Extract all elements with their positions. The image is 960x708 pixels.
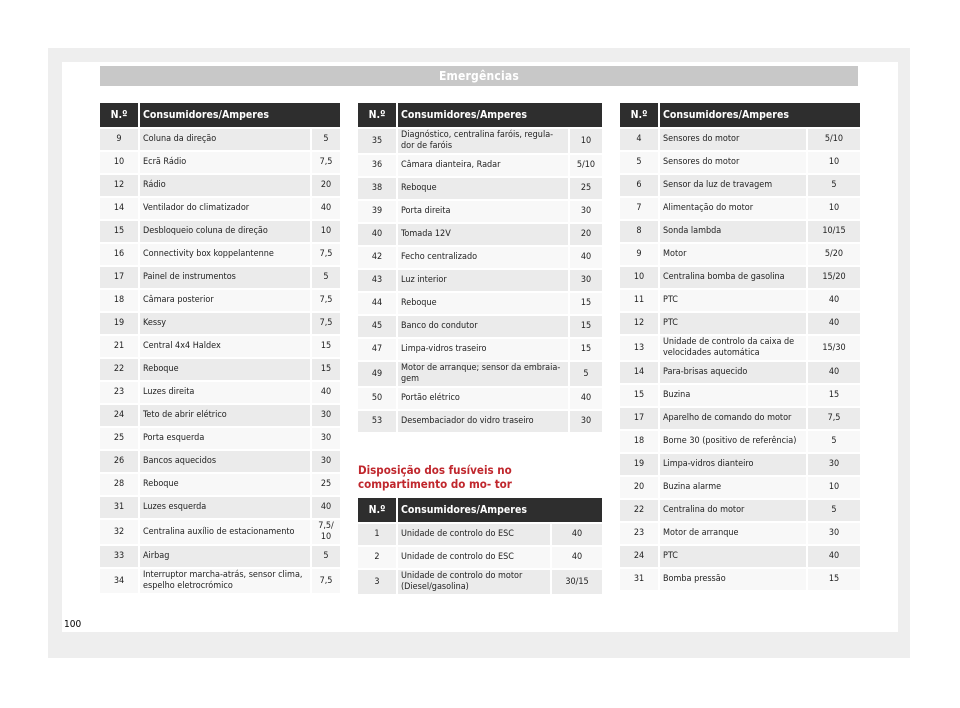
fuse-consumer: Ecrã Rádio [138, 152, 310, 173]
fuse-amperage: 40 [550, 547, 602, 568]
fuse-amperage: 7,5/ 10 [310, 520, 340, 544]
fuse-consumer: Banco do condutor [396, 316, 568, 337]
fuse-consumer: Unidade de controlo do ESC [396, 547, 550, 568]
fuse-amperage: 15 [806, 385, 860, 406]
fuse-amperage: 40 [806, 313, 860, 334]
fuse-consumer: Buzina alarme [658, 477, 806, 498]
fuse-number: 12 [100, 175, 138, 196]
table-row [620, 362, 860, 383]
fuse-number: 45 [358, 316, 396, 337]
table-row [620, 500, 860, 521]
table-row [100, 175, 340, 196]
fuse-consumer: Portão elétrico [396, 388, 568, 409]
table-row [100, 313, 340, 334]
header-consumers: Consumidores/Amperes [396, 498, 602, 522]
fuse-amperage: 5 [806, 500, 860, 521]
table-row [620, 198, 860, 219]
fuse-amperage: 7,5 [310, 290, 340, 311]
fuse-amperage: 30 [806, 454, 860, 475]
fuse-consumer: Sensor da luz de travagem [658, 175, 806, 196]
table-header-row [358, 498, 602, 522]
fuse-number: 7 [620, 198, 658, 219]
fuse-number: 35 [358, 129, 396, 153]
fuse-amperage: 10 [568, 129, 602, 153]
fuse-consumer: Connectivity box koppelantenne [138, 244, 310, 265]
fuse-consumer: Sensores do motor [658, 152, 806, 173]
table-row [620, 546, 860, 567]
fuse-amperage: 5/10 [806, 129, 860, 150]
table-row [358, 570, 602, 594]
fuse-number: 21 [100, 336, 138, 357]
fuse-table-3-container [358, 496, 602, 596]
fuse-amperage: 30 [310, 405, 340, 426]
fuse-amperage: 25 [568, 178, 602, 199]
fuse-number: 17 [620, 408, 658, 429]
fuse-consumer: Motor [658, 244, 806, 265]
table-row [100, 152, 340, 173]
header-consumers: Consumidores/Amperes [138, 103, 340, 127]
fuse-amperage: 10 [806, 152, 860, 173]
fuse-number: 14 [100, 198, 138, 219]
fuse-consumer: Desembaciador do vidro traseiro [396, 411, 568, 432]
fuse-amperage: 10 [310, 221, 340, 242]
fuse-number: 42 [358, 247, 396, 268]
fuse-amperage: 30/15 [550, 570, 602, 594]
fuse-consumer: Fecho centralizado [396, 247, 568, 268]
fuse-amperage: 7,5 [806, 408, 860, 429]
fuse-amperage: 20 [568, 224, 602, 245]
fuse-table-4 [620, 101, 860, 592]
fuse-amperage: 30 [310, 428, 340, 449]
fuse-consumer: Bancos aquecidos [138, 451, 310, 472]
table-row [100, 451, 340, 472]
fuse-amperage: 5 [310, 129, 340, 150]
fuse-number: 12 [620, 313, 658, 334]
table-row [358, 293, 602, 314]
fuse-number: 32 [100, 520, 138, 544]
table-row [620, 313, 860, 334]
table-row [620, 454, 860, 475]
fuse-amperage: 5/10 [568, 155, 602, 176]
table-row [358, 411, 602, 432]
fuse-number: 28 [100, 474, 138, 495]
page-number: 100 [64, 619, 82, 630]
header-number: N.º [358, 498, 396, 522]
fuse-table-1 [100, 101, 340, 595]
table-row [358, 155, 602, 176]
fuse-number: 25 [100, 428, 138, 449]
header-consumers: Consumidores/Amperes [396, 103, 602, 127]
fuse-amperage: 25 [310, 474, 340, 495]
fuse-table-1-container [100, 101, 340, 595]
fuse-consumer: Airbag [138, 546, 310, 567]
fuse-consumer: Diagnóstico, centralina faróis, regula- dor de faróis [396, 129, 568, 153]
fuse-amperage: 5 [806, 175, 860, 196]
fuse-consumer: Alimentação do motor [658, 198, 806, 219]
fuse-consumer: Buzina [658, 385, 806, 406]
table-row [100, 428, 340, 449]
fuse-amperage: 40 [310, 198, 340, 219]
fuse-amperage: 5/20 [806, 244, 860, 265]
table-row [100, 290, 340, 311]
table-row [100, 382, 340, 403]
fuse-amperage: 40 [310, 382, 340, 403]
table-header-row [100, 103, 340, 127]
table-row [100, 267, 340, 288]
fuse-number: 34 [100, 569, 138, 593]
fuse-number: 15 [100, 221, 138, 242]
table-row [620, 408, 860, 429]
fuse-amperage: 20 [310, 175, 340, 196]
fuse-consumer: Tomada 12V [396, 224, 568, 245]
fuse-consumer: Unidade de controlo da caixa de velocidades automática [658, 336, 806, 360]
table-row [620, 244, 860, 265]
fuse-table-4-container [620, 101, 860, 592]
fuse-amperage: 10 [806, 477, 860, 498]
header-number: N.º [620, 103, 658, 127]
fuse-amperage: 15 [568, 339, 602, 360]
fuse-number: 9 [620, 244, 658, 265]
fuse-number: 49 [358, 362, 396, 386]
table-row [358, 129, 602, 153]
fuse-number: 22 [100, 359, 138, 380]
header-consumers: Consumidores/Amperes [658, 103, 860, 127]
fuse-amperage: 10 [806, 198, 860, 219]
fuse-consumer: Porta esquerda [138, 428, 310, 449]
fuse-amperage: 15 [568, 293, 602, 314]
fuse-amperage: 40 [568, 388, 602, 409]
table-row [100, 129, 340, 150]
fuse-number: 10 [620, 267, 658, 288]
fuse-consumer: Centralina bomba de gasolina [658, 267, 806, 288]
fuse-amperage: 7,5 [310, 313, 340, 334]
fuse-consumer: Sensores do motor [658, 129, 806, 150]
fuse-amperage: 7,5 [310, 152, 340, 173]
fuse-amperage: 5 [310, 546, 340, 567]
fuse-number: 14 [620, 362, 658, 383]
fuse-number: 10 [100, 152, 138, 173]
fuse-amperage: 30 [806, 523, 860, 544]
fuse-consumer: Kessy [138, 313, 310, 334]
fuse-number: 18 [100, 290, 138, 311]
fuse-number: 33 [100, 546, 138, 567]
table-row [358, 316, 602, 337]
fuse-amperage: 15 [568, 316, 602, 337]
fuse-consumer: Unidade de controlo do motor (Diesel/gasolina) [396, 570, 550, 594]
fuse-number: 44 [358, 293, 396, 314]
fuse-number: 39 [358, 201, 396, 222]
fuse-amperage: 40 [806, 362, 860, 383]
table-row [358, 201, 602, 222]
fuse-number: 43 [358, 270, 396, 291]
fuse-consumer: Rádio [138, 175, 310, 196]
fuse-number: 36 [358, 155, 396, 176]
fuse-amperage: 10/15 [806, 221, 860, 242]
fuse-amperage: 5 [806, 431, 860, 452]
fuse-consumer: Luzes esquerda [138, 497, 310, 518]
fuse-number: 19 [620, 454, 658, 475]
fuse-consumer: PTC [658, 546, 806, 567]
fuse-number: 9 [100, 129, 138, 150]
table-row [620, 336, 860, 360]
fuse-number: 50 [358, 388, 396, 409]
table-row [100, 569, 340, 593]
fuse-number: 5 [620, 152, 658, 173]
fuse-consumer: Bomba pressão [658, 569, 806, 590]
fuse-table-3 [358, 496, 602, 596]
fuse-number: 6 [620, 175, 658, 196]
fuse-consumer: PTC [658, 290, 806, 311]
fuse-amperage: 15 [310, 359, 340, 380]
page-header: Emergências [100, 66, 858, 86]
fuse-consumer: Motor de arranque; sensor da embraia- gem [396, 362, 568, 386]
fuse-consumer: Reboque [138, 359, 310, 380]
fuse-consumer: Câmara posterior [138, 290, 310, 311]
fuse-consumer: Teto de abrir elétrico [138, 405, 310, 426]
fuse-amperage: 40 [806, 546, 860, 567]
fuse-consumer: Para-brisas aquecido [658, 362, 806, 383]
fuse-number: 40 [358, 224, 396, 245]
fuse-number: 23 [100, 382, 138, 403]
fuse-consumer: Câmara dianteira, Radar [396, 155, 568, 176]
fuse-consumer: Aparelho de comando do motor [658, 408, 806, 429]
fuse-number: 24 [620, 546, 658, 567]
fuse-consumer: Porta direita [396, 201, 568, 222]
fuse-number: 18 [620, 431, 658, 452]
table-row [620, 152, 860, 173]
table-row [100, 405, 340, 426]
table-row [100, 221, 340, 242]
fuse-number: 38 [358, 178, 396, 199]
fuse-number: 11 [620, 290, 658, 311]
fuse-number: 22 [620, 500, 658, 521]
table-row [100, 336, 340, 357]
fuse-amperage: 40 [806, 290, 860, 311]
table-row [620, 175, 860, 196]
table-row [358, 178, 602, 199]
table-row [100, 474, 340, 495]
fuse-consumer: Luzes direita [138, 382, 310, 403]
fuse-number: 13 [620, 336, 658, 360]
table-row [358, 247, 602, 268]
table-row [100, 198, 340, 219]
fuse-number: 31 [620, 569, 658, 590]
fuse-amperage: 5 [310, 267, 340, 288]
table-row [620, 523, 860, 544]
table-header-row [620, 103, 860, 127]
fuse-amperage: 40 [568, 247, 602, 268]
table-row [620, 431, 860, 452]
table-row [620, 569, 860, 590]
fuse-amperage: 15/20 [806, 267, 860, 288]
fuse-consumer: Sonda lambda [658, 221, 806, 242]
fuse-consumer: Desbloqueio coluna de direção [138, 221, 310, 242]
table-row [100, 359, 340, 380]
fuse-consumer: Central 4x4 Haldex [138, 336, 310, 357]
fuse-number: 23 [620, 523, 658, 544]
fuse-amperage: 40 [550, 524, 602, 545]
table-row [100, 546, 340, 567]
fuse-number: 20 [620, 477, 658, 498]
table-row [620, 477, 860, 498]
fuse-consumer: Limpa-vidros dianteiro [658, 454, 806, 475]
fuse-number: 1 [358, 524, 396, 545]
table-row [620, 129, 860, 150]
fuse-amperage: 30 [568, 411, 602, 432]
fuse-amperage: 15 [310, 336, 340, 357]
fuse-number: 3 [358, 570, 396, 594]
header-number: N.º [358, 103, 396, 127]
fuse-consumer: Centralina do motor [658, 500, 806, 521]
fuse-consumer: Coluna da direção [138, 129, 310, 150]
table-row [100, 244, 340, 265]
table-row [358, 524, 602, 545]
fuse-number: 53 [358, 411, 396, 432]
table-row [358, 270, 602, 291]
fuse-number: 15 [620, 385, 658, 406]
fuse-consumer: Painel de instrumentos [138, 267, 310, 288]
fuse-consumer: Reboque [396, 178, 568, 199]
fuse-number: 8 [620, 221, 658, 242]
fuse-consumer: Motor de arranque [658, 523, 806, 544]
table-row [620, 267, 860, 288]
section-heading: Disposição dos fusíveis no compartimento do mo- tor [358, 463, 512, 491]
fuse-amperage: 30 [568, 201, 602, 222]
table-row [358, 388, 602, 409]
table-row [358, 224, 602, 245]
fuse-number: 17 [100, 267, 138, 288]
fuse-amperage: 40 [310, 497, 340, 518]
fuse-consumer: PTC [658, 313, 806, 334]
fuse-number: 26 [100, 451, 138, 472]
fuse-consumer: Borne 30 (positivo de referência) [658, 431, 806, 452]
fuse-number: 24 [100, 405, 138, 426]
table-row [100, 520, 340, 544]
fuse-number: 2 [358, 547, 396, 568]
header-number: N.º [100, 103, 138, 127]
table-row [620, 290, 860, 311]
fuse-table-2 [358, 101, 602, 434]
fuse-number: 16 [100, 244, 138, 265]
fuse-amperage: 30 [568, 270, 602, 291]
fuse-amperage: 30 [310, 451, 340, 472]
table-row [358, 547, 602, 568]
fuse-amperage: 15/30 [806, 336, 860, 360]
fuse-amperage: 7,5 [310, 244, 340, 265]
fuse-number: 19 [100, 313, 138, 334]
fuse-consumer: Centralina auxílio de estacionamento [138, 520, 310, 544]
table-row [100, 497, 340, 518]
table-row [620, 385, 860, 406]
fuse-amperage: 7,5 [310, 569, 340, 593]
table-row [620, 221, 860, 242]
fuse-consumer: Reboque [138, 474, 310, 495]
fuse-number: 31 [100, 497, 138, 518]
table-row [358, 362, 602, 386]
fuse-table-2-container [358, 101, 602, 434]
fuse-number: 47 [358, 339, 396, 360]
table-header-row [358, 103, 602, 127]
table-row [358, 339, 602, 360]
fuse-consumer: Unidade de controlo do ESC [396, 524, 550, 545]
fuse-consumer: Limpa-vidros traseiro [396, 339, 568, 360]
fuse-consumer: Interruptor marcha-atrás, sensor clima, espelho eletrocrómico [138, 569, 310, 593]
fuse-amperage: 15 [806, 569, 860, 590]
fuse-consumer: Ventilador do climatizador [138, 198, 310, 219]
fuse-consumer: Reboque [396, 293, 568, 314]
fuse-consumer: Luz interior [396, 270, 568, 291]
fuse-number: 4 [620, 129, 658, 150]
fuse-amperage: 5 [568, 362, 602, 386]
